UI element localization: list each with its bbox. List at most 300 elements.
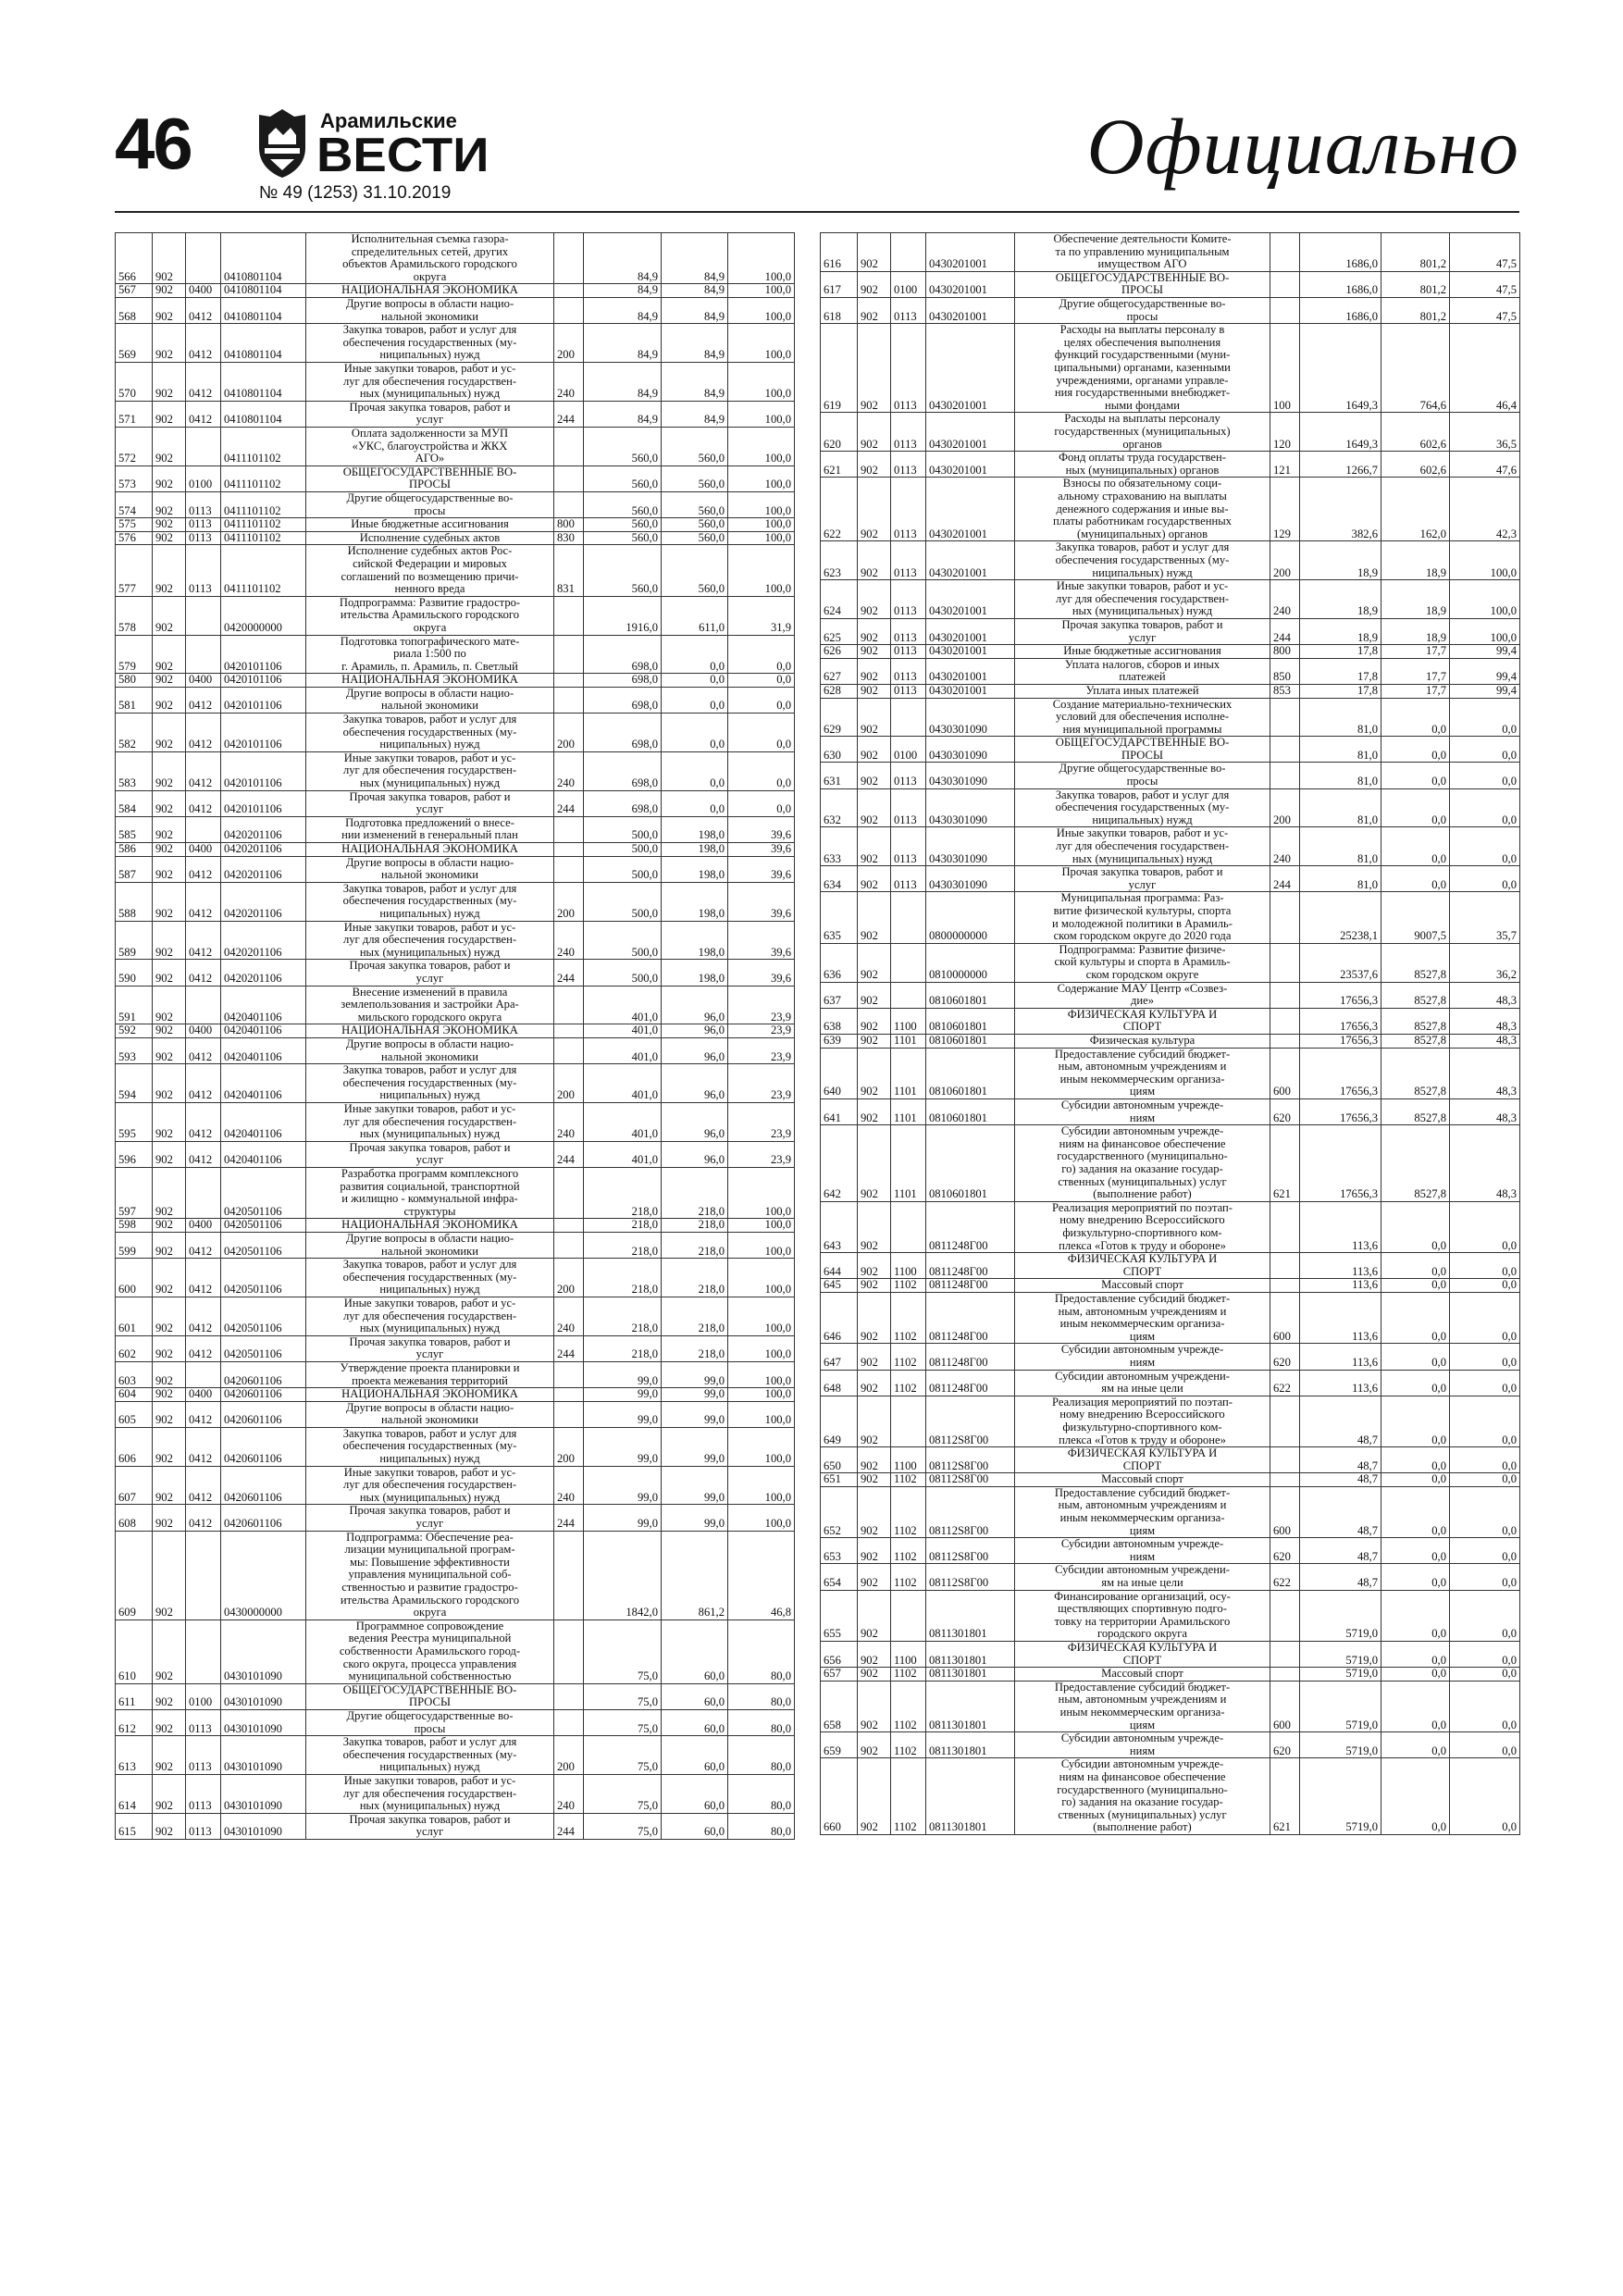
cell-a: 902: [153, 790, 186, 816]
cell-g: 8527,8: [1381, 982, 1450, 1008]
cell-c: 08112S8Г00: [926, 1473, 1015, 1487]
cell-f: 18,9: [1300, 618, 1381, 644]
cell-c: 0420601106: [221, 1466, 306, 1505]
cell-g: 60,0: [662, 1710, 728, 1736]
cell-e: 621: [1270, 1758, 1300, 1835]
cell-d: Прочая закупка товаров, работ и услуг: [306, 401, 554, 427]
cell-b: [891, 1396, 926, 1446]
cell-n: 567: [116, 284, 153, 298]
cell-f: 81,0: [1300, 698, 1381, 737]
cell-f: 500,0: [584, 856, 662, 882]
cell-a: 902: [858, 1486, 891, 1537]
cell-d: Закупка товаров, работ и услуг для обеспечения государственных (му- ниципальных) нужд: [1015, 541, 1270, 580]
cell-f: 218,0: [584, 1259, 662, 1297]
cell-b: [186, 233, 221, 284]
cell-a: 902: [858, 1035, 891, 1049]
cell-a: 902: [858, 763, 891, 788]
cell-b: 1102: [891, 1681, 926, 1731]
cell-e: 240: [554, 362, 584, 401]
table-row: [116, 596, 795, 635]
table-row: [116, 843, 795, 857]
cell-h: 100,0: [728, 1219, 795, 1233]
cell-h: 23,9: [728, 1102, 795, 1141]
cell-h: 100,0: [728, 531, 795, 545]
cell-c: 0420601106: [221, 1401, 306, 1427]
cell-d: Предоставление субсидий бюджет- ным, автономным учреждениям и иным некоммерческим организа- циям: [1015, 1048, 1270, 1098]
cell-h: 0,0: [1450, 1370, 1520, 1396]
cell-c: 0430101090: [221, 1710, 306, 1736]
cell-b: 0113: [186, 1813, 221, 1839]
cell-d: Финансирование организаций, осу- ществляющих спортивную подго- товку на территории Арамильского городского округа: [1015, 1590, 1270, 1641]
cell-f: 84,9: [584, 297, 662, 323]
cell-d: Физическая культура: [1015, 1035, 1270, 1049]
cell-g: 0,0: [1381, 763, 1450, 788]
cell-g: 218,0: [662, 1219, 728, 1233]
cell-h: 100,0: [728, 233, 795, 284]
cell-f: 23537,6: [1300, 943, 1381, 982]
cell-h: 23,9: [728, 1024, 795, 1038]
cell-a: 902: [858, 1564, 891, 1590]
table-row: [116, 674, 795, 688]
cell-h: 0,0: [1450, 827, 1520, 866]
cell-b: 0400: [186, 674, 221, 688]
cell-c: 0420501106: [221, 1232, 306, 1258]
cell-g: 198,0: [662, 960, 728, 986]
cell-h: 46,8: [728, 1531, 795, 1620]
header-rule: [115, 211, 1519, 213]
cell-e: 244: [554, 1813, 584, 1839]
cell-n: 653: [821, 1538, 858, 1564]
table-row: [116, 1401, 795, 1427]
cell-a: 902: [153, 1024, 186, 1038]
cell-f: 560,0: [584, 531, 662, 545]
cell-d: Другие вопросы в области нацио- нальной экономики: [306, 1401, 554, 1427]
cell-e: 120: [1270, 413, 1300, 452]
cell-e: 200: [554, 1259, 584, 1297]
cell-e: 100: [1270, 324, 1300, 413]
cell-b: 0113: [891, 645, 926, 659]
cell-a: 902: [858, 233, 891, 272]
cell-d: Исполнение судебных актов: [306, 531, 554, 545]
cell-b: 0100: [186, 465, 221, 491]
cell-a: 902: [858, 1473, 891, 1487]
cell-c: 0811248Г00: [926, 1370, 1015, 1396]
cell-h: 100,0: [728, 401, 795, 427]
cell-e: [554, 856, 584, 882]
cell-h: 0,0: [1450, 1681, 1520, 1731]
cell-h: 100,0: [728, 1388, 795, 1402]
cell-c: 0420401106: [221, 1024, 306, 1038]
cell-f: 1266,7: [1300, 452, 1381, 478]
cell-a: 902: [858, 541, 891, 580]
cell-g: 861,2: [662, 1531, 728, 1620]
cell-a: 902: [153, 635, 186, 674]
cell-h: 0,0: [728, 635, 795, 674]
cell-g: 560,0: [662, 531, 728, 545]
table-row: [821, 1253, 1520, 1279]
cell-g: 198,0: [662, 843, 728, 857]
cell-n: 600: [116, 1259, 153, 1297]
table-row: [821, 324, 1520, 413]
cell-g: 60,0: [662, 1813, 728, 1839]
cell-h: 99,4: [1450, 645, 1520, 659]
cell-e: [554, 1710, 584, 1736]
cell-g: 0,0: [1381, 1473, 1450, 1487]
cell-c: 0430101090: [221, 1620, 306, 1683]
cell-a: 902: [153, 986, 186, 1024]
cell-h: 0,0: [1450, 1447, 1520, 1473]
cell-g: 218,0: [662, 1335, 728, 1361]
cell-b: 0412: [186, 1064, 221, 1103]
table-row: [116, 1024, 795, 1038]
cell-c: 0430201001: [926, 541, 1015, 580]
cell-a: 902: [858, 892, 891, 943]
cell-n: 642: [821, 1125, 858, 1202]
cell-e: [1270, 271, 1300, 297]
cell-c: 0420101106: [221, 751, 306, 790]
cell-b: [186, 1531, 221, 1620]
cell-h: 39,6: [728, 882, 795, 921]
cell-e: 850: [1270, 658, 1300, 684]
cell-a: 902: [858, 645, 891, 659]
cell-d: Прочая закупка товаров, работ и услуг: [306, 1505, 554, 1531]
cell-c: 0811248Г00: [926, 1201, 1015, 1252]
cell-b: 1101: [891, 1035, 926, 1049]
cell-a: 902: [153, 531, 186, 545]
cell-b: 0400: [186, 843, 221, 857]
cell-n: 623: [821, 541, 858, 580]
cell-d: ОБЩЕГОСУДАРСТВЕННЫЕ ВО- ПРОСЫ: [1015, 271, 1270, 297]
cell-n: 575: [116, 518, 153, 532]
cell-c: 0430301090: [926, 788, 1015, 827]
cell-h: 99,4: [1450, 658, 1520, 684]
table-row: [821, 737, 1520, 763]
cell-h: 47,5: [1450, 233, 1520, 272]
table-row: [116, 816, 795, 842]
cell-h: 47,6: [1450, 452, 1520, 478]
cell-d: ФИЗИЧЕСКАЯ КУЛЬТУРА И СПОРТ: [1015, 1447, 1270, 1473]
cell-c: 0420101106: [221, 635, 306, 674]
cell-a: 902: [153, 687, 186, 713]
cell-n: 634: [821, 866, 858, 892]
cell-h: 0,0: [1450, 1292, 1520, 1343]
cell-n: 657: [821, 1668, 858, 1682]
cell-c: 0430201001: [926, 271, 1015, 297]
cell-n: 626: [821, 645, 858, 659]
cell-n: 636: [821, 943, 858, 982]
cell-g: 99,0: [662, 1388, 728, 1402]
cell-n: 655: [821, 1590, 858, 1641]
table-row: [821, 1590, 1520, 1641]
cell-h: 0,0: [1450, 737, 1520, 763]
cell-c: 0420101106: [221, 790, 306, 816]
cell-c: 0430201001: [926, 658, 1015, 684]
cell-h: 0,0: [728, 751, 795, 790]
table-row: [116, 401, 795, 427]
cell-g: 99,0: [662, 1361, 728, 1387]
cell-b: [891, 943, 926, 982]
cell-n: 631: [821, 763, 858, 788]
cell-a: 902: [153, 816, 186, 842]
cell-b: 1102: [891, 1292, 926, 1343]
cell-h: 0,0: [1450, 1668, 1520, 1682]
cell-e: [554, 1620, 584, 1683]
table-row: [821, 1008, 1520, 1034]
cell-n: 574: [116, 491, 153, 517]
cell-a: 902: [858, 1048, 891, 1098]
cell-h: 0,0: [1450, 1344, 1520, 1370]
cell-c: 0811301801: [926, 1758, 1015, 1835]
cell-b: 0412: [186, 1038, 221, 1064]
cell-b: [186, 427, 221, 465]
cell-b: 0400: [186, 284, 221, 298]
cell-g: 198,0: [662, 856, 728, 882]
cell-e: [1270, 1008, 1300, 1034]
cell-c: 0430201001: [926, 233, 1015, 272]
cell-c: 08112S8Г00: [926, 1538, 1015, 1564]
table-row: [821, 1681, 1520, 1731]
cell-d: Закупка товаров, работ и услуг для обеспечения государственных (му- ниципальных) нужд: [306, 1064, 554, 1103]
cell-n: 658: [821, 1681, 858, 1731]
cell-a: 902: [858, 1279, 891, 1293]
cell-c: 0811301801: [926, 1681, 1015, 1731]
cell-h: 0,0: [1450, 1732, 1520, 1758]
cell-g: 60,0: [662, 1620, 728, 1683]
cell-d: ОБЩЕГОСУДАРСТВЕННЫЕ ВО- ПРОСЫ: [1015, 737, 1270, 763]
cell-h: 23,9: [728, 986, 795, 1024]
cell-f: 113,6: [1300, 1344, 1381, 1370]
cell-n: 650: [821, 1447, 858, 1473]
cell-h: 100,0: [728, 1335, 795, 1361]
cell-b: 0412: [186, 882, 221, 921]
cell-n: 594: [116, 1064, 153, 1103]
table-row: [116, 790, 795, 816]
cell-h: 100,0: [728, 518, 795, 532]
cell-c: 0411101102: [221, 531, 306, 545]
cell-b: 1101: [891, 1048, 926, 1098]
cell-g: 0,0: [1381, 1370, 1450, 1396]
cell-n: 607: [116, 1466, 153, 1505]
cell-b: 0412: [186, 1505, 221, 1531]
cell-g: 0,0: [662, 687, 728, 713]
cell-g: 84,9: [662, 297, 728, 323]
cell-d: Иные закупки товаров, работ и ус- луг для обеспечения государствен- ных (муниципальных) нужд: [306, 1466, 554, 1505]
cell-f: 99,0: [584, 1466, 662, 1505]
cell-b: 0400: [186, 1388, 221, 1402]
cell-d: Реализация мероприятий по поэтап- ному внедрению Всероссийского физкультурно-спортивного ком- плекса «Готов к труду и обороне»: [1015, 1201, 1270, 1252]
cell-f: 1916,0: [584, 596, 662, 635]
cell-e: 620: [1270, 1099, 1300, 1125]
cell-g: 17,7: [1381, 645, 1450, 659]
cell-b: [186, 986, 221, 1024]
cell-n: 568: [116, 297, 153, 323]
cell-c: 0811248Г00: [926, 1279, 1015, 1293]
cell-a: 902: [153, 1813, 186, 1839]
cell-c: 0430201001: [926, 645, 1015, 659]
cell-g: 0,0: [1381, 1668, 1450, 1682]
table-row: [821, 478, 1520, 541]
cell-a: 902: [858, 1292, 891, 1343]
cell-h: 0,0: [1450, 1642, 1520, 1668]
cell-a: 902: [153, 1427, 186, 1466]
cell-e: 830: [554, 531, 584, 545]
cell-d: Фонд оплаты труда государствен- ных (муниципальных) органов: [1015, 452, 1270, 478]
cell-f: 75,0: [584, 1775, 662, 1814]
cell-h: 0,0: [728, 790, 795, 816]
cell-e: 620: [1270, 1344, 1300, 1370]
cell-g: 218,0: [662, 1297, 728, 1335]
cell-e: 600: [1270, 1681, 1300, 1731]
cell-e: [1270, 297, 1300, 323]
cell-b: 0412: [186, 297, 221, 323]
cell-f: 560,0: [584, 491, 662, 517]
table-row: [821, 1486, 1520, 1537]
cell-g: 0,0: [1381, 1486, 1450, 1537]
cell-g: 0,0: [1381, 1564, 1450, 1590]
cell-d: Закупка товаров, работ и услуг для обеспечения государственных (му- ниципальных) нужд: [1015, 788, 1270, 827]
cell-g: 84,9: [662, 324, 728, 363]
table-row: [116, 518, 795, 532]
cell-b: 0412: [186, 714, 221, 752]
cell-f: 84,9: [584, 233, 662, 284]
cell-c: 0430101090: [221, 1683, 306, 1709]
cell-f: 75,0: [584, 1736, 662, 1775]
table-row: [821, 618, 1520, 644]
cell-n: 651: [821, 1473, 858, 1487]
cell-d: Внесение изменений в правила землепользования и застройки Ара- мильского городского округа: [306, 986, 554, 1024]
cell-n: 628: [821, 684, 858, 698]
cell-g: 0,0: [1381, 866, 1450, 892]
cell-b: 1102: [891, 1758, 926, 1835]
table-row: [116, 284, 795, 298]
cell-a: 902: [858, 658, 891, 684]
cell-h: 46,4: [1450, 324, 1520, 413]
cell-e: [554, 1388, 584, 1402]
cell-e: [1270, 737, 1300, 763]
cell-n: 598: [116, 1219, 153, 1233]
table-row: [116, 714, 795, 752]
cell-f: 560,0: [584, 465, 662, 491]
cell-b: 1102: [891, 1279, 926, 1293]
cell-e: [1270, 1279, 1300, 1293]
cell-n: 659: [821, 1732, 858, 1758]
cell-c: 0420501106: [221, 1259, 306, 1297]
cell-h: 100,0: [728, 1505, 795, 1531]
cell-e: 240: [554, 1775, 584, 1814]
cell-n: 660: [821, 1758, 858, 1835]
cell-d: ОБЩЕГОСУДАРСТВЕННЫЕ ВО- ПРОСЫ: [306, 1683, 554, 1709]
cell-c: 0430301090: [926, 763, 1015, 788]
cell-n: 572: [116, 427, 153, 465]
cell-c: 08112S8Г00: [926, 1564, 1015, 1590]
cell-g: 99,0: [662, 1427, 728, 1466]
cell-a: 902: [153, 518, 186, 532]
cell-f: 81,0: [1300, 763, 1381, 788]
cell-n: 615: [116, 1813, 153, 1839]
cell-f: 218,0: [584, 1167, 662, 1218]
cell-d: Другие общегосударственные во- просы: [306, 1710, 554, 1736]
cell-d: Массовый спорт: [1015, 1473, 1270, 1487]
cell-n: 577: [116, 545, 153, 596]
cell-c: 0430201001: [926, 452, 1015, 478]
cell-a: 902: [858, 684, 891, 698]
table-row: [116, 856, 795, 882]
cell-d: Другие общегосударственные во- просы: [1015, 763, 1270, 788]
cell-c: 0420401106: [221, 986, 306, 1024]
cell-g: 99,0: [662, 1505, 728, 1531]
cell-b: 1102: [891, 1732, 926, 1758]
cell-b: 0100: [891, 271, 926, 297]
cell-d: Иные закупки товаров, работ и ус- луг для обеспечения государствен- ных (муниципальных) нужд: [1015, 580, 1270, 619]
cell-e: 200: [554, 1427, 584, 1466]
cell-e: [554, 465, 584, 491]
cell-a: 902: [858, 580, 891, 619]
cell-h: 100,0: [728, 1167, 795, 1218]
table-row: [116, 1102, 795, 1141]
cell-g: 611,0: [662, 596, 728, 635]
budget-table-right: [820, 232, 1520, 1835]
cell-g: 96,0: [662, 986, 728, 1024]
cell-h: 0,0: [1450, 1279, 1520, 1293]
cell-c: 0430301090: [926, 827, 1015, 866]
cell-f: 1686,0: [1300, 297, 1381, 323]
cell-n: 643: [821, 1201, 858, 1252]
cell-c: 0420501106: [221, 1167, 306, 1218]
cell-n: 571: [116, 401, 153, 427]
cell-e: 244: [554, 790, 584, 816]
cell-e: [554, 1024, 584, 1038]
table-row: [116, 1167, 795, 1218]
cell-g: 218,0: [662, 1259, 728, 1297]
table-row: [116, 1232, 795, 1258]
table-row: [116, 1531, 795, 1620]
cell-a: 902: [153, 1219, 186, 1233]
cell-a: 902: [858, 788, 891, 827]
cell-e: [554, 1038, 584, 1064]
masthead: [115, 96, 1519, 211]
cell-c: 0810601801: [926, 1099, 1015, 1125]
cell-g: 0,0: [1381, 1396, 1450, 1446]
cell-a: 902: [858, 324, 891, 413]
cell-c: 0411101102: [221, 427, 306, 465]
cell-b: 1102: [891, 1344, 926, 1370]
cell-b: [891, 698, 926, 737]
cell-d: Закупка товаров, работ и услуг для обеспечения государственных (му- ниципальных) нужд: [306, 1259, 554, 1297]
cell-e: [1270, 1201, 1300, 1252]
table-row: [116, 1427, 795, 1466]
cell-h: 47,5: [1450, 297, 1520, 323]
cell-e: 621: [1270, 1125, 1300, 1202]
cell-c: 0810000000: [926, 943, 1015, 982]
cell-f: 25238,1: [1300, 892, 1381, 943]
cell-g: 0,0: [1381, 1201, 1450, 1252]
cell-h: 100,0: [1450, 541, 1520, 580]
cell-n: 616: [821, 233, 858, 272]
cell-f: 48,7: [1300, 1473, 1381, 1487]
cell-h: 100,0: [728, 362, 795, 401]
cell-e: [554, 1401, 584, 1427]
table-row: [821, 1370, 1520, 1396]
cell-a: 902: [858, 982, 891, 1008]
cell-d: Подготовка топографического мате- риала 1:500 по г. Арамиль, п. Арамиль, п. Светлый: [306, 635, 554, 674]
cell-c: 0811248Г00: [926, 1292, 1015, 1343]
cell-h: 100,0: [728, 465, 795, 491]
cell-b: 0412: [186, 1259, 221, 1297]
cell-d: Расходы на выплаты персоналу государственных (муниципальных) органов: [1015, 413, 1270, 452]
table-row: [116, 1710, 795, 1736]
cell-b: [186, 1361, 221, 1387]
table-row: [821, 982, 1520, 1008]
